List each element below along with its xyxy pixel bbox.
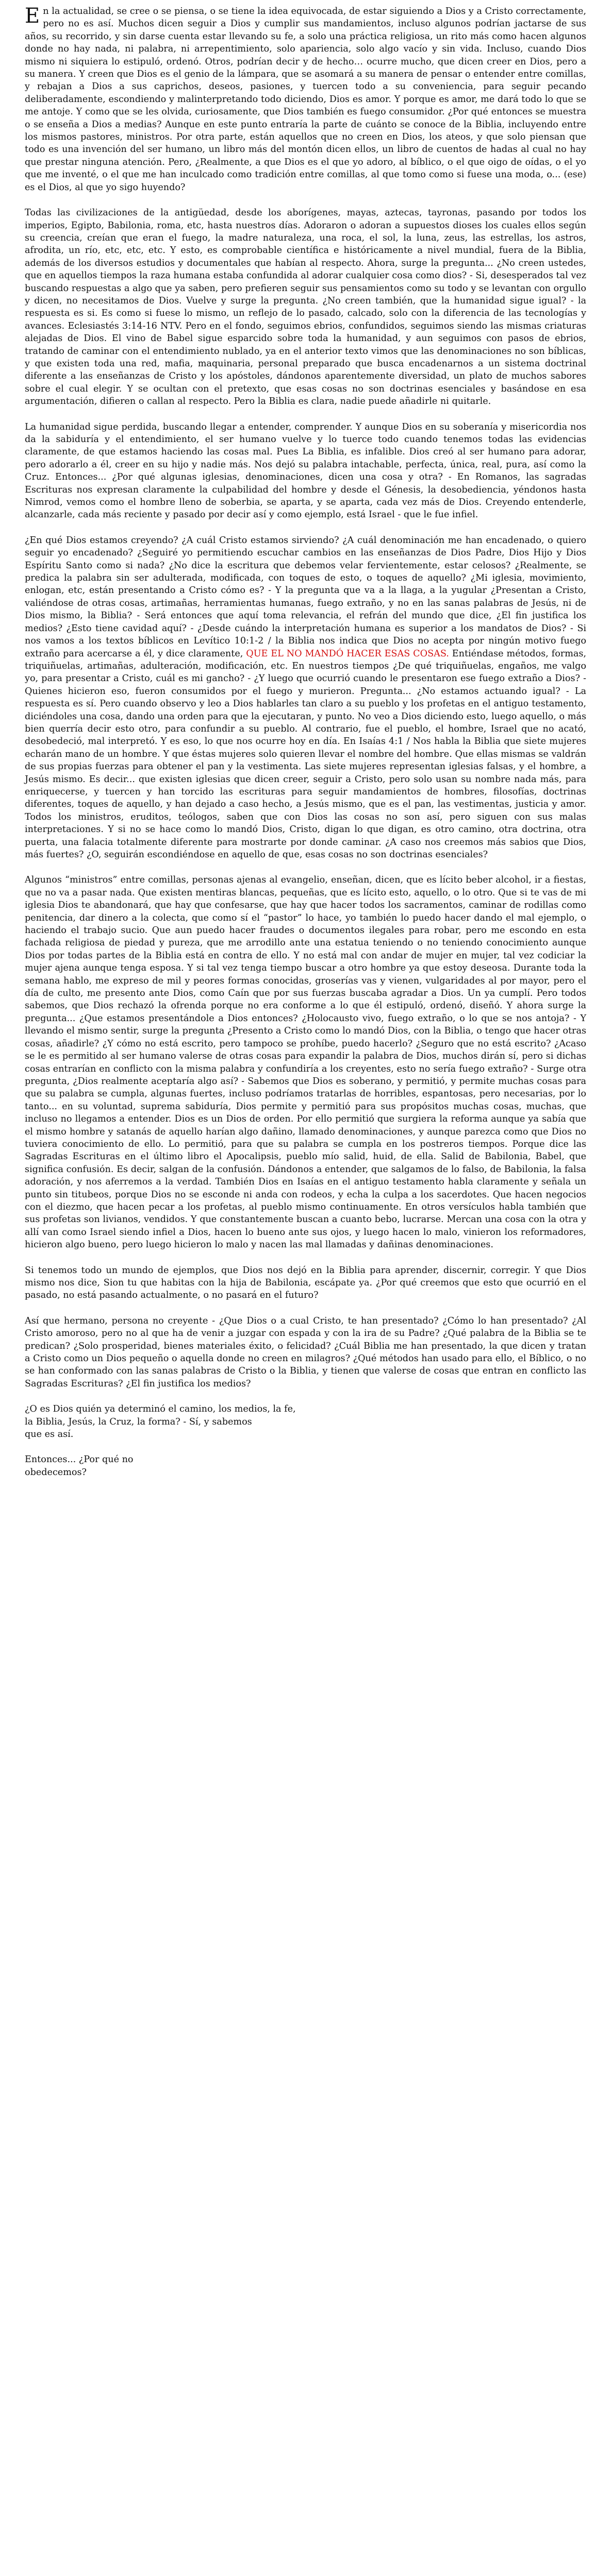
paragraph-ministers [25, 874, 586, 1251]
paragraph-text: Si tenemos todo un mundo de ejemplos, que Dios nos dejó en la Biblia para aprender, discernir, corregir. Y que Dios mismo nos dice, Sion tu que habitas con la hija de Babilonia, escápate ya. ¿Por qué creemos que esto que ocurrió en el pasado, no está pasando actualmente, o no pasará en el futuro? [25, 1265, 586, 1301]
paragraph-which-god [25, 534, 586, 861]
article-body [25, 5, 586, 1492]
paragraph-intro [25, 5, 586, 194]
paragraph-text: Entiéndase métodos, formas, triquiñuelas, artimañas, adulteración, modificación, etc. En nuestros tiempos ¿De qué triquiñuelas, engaños, me valgo yo, para presentar a Cristo, cuál es mi gancho? - ¿Y luego que ocurrió cuando le presentaron ese fuego extraño a Dios? - Quienes hicieron eso, fueron consumidos por el fuego y murieron. Pregunta... ¿No estamos actuando igual? - La respuesta es sí. Pero cuando observo y leo a Dios hablarles tan claro a su pueblo y los profetas en el antiguo testamento, diciéndoles una cosa, dando una orden para que la ejecutaran, y punto. No veo a Dios diciendo esto, luego aquello, o más bien querría decir esto otro, para confundir a su pueblo. Al contrario, fue el pueblo, el hombre, Israel que no acató, desobedeció, mal interpretó. Y es eso, lo que nos ocurre hoy en día. En Isaías 4:1 / Nos habla la Biblia que siete mujeres echarán mano de un hombre. Y que éstas mujeres solo quieren llevar el nombre del hombre. Que ellas mismas se valdrán de sus propias fuerzas para obtener el pan y la vestimenta. Las siete mujeres representan iglesias falsas, y el hombre, a Jesús mismo. Es decir... que existen iglesias que dicen creer, seguir a Cristo, pero solo usan su nombre nada más, para enriquecerse, y tuercen y han torcido las escrituras para seguir mandamientos de hombres, filosofías, doctrinas diferentes, toques de aquello, y han dejado a caso hecho, a Jesús mismo, que es el pan, las vestimentas, justicia y amor. Todos los ministros, eruditos, teólogos, saben que con Dios las cosas no son así, pero siguen con sus malas interpretaciones. Y si no se hace como lo mandó Dios, Cristo, digan lo que digan, es otro camino, otra doctrina, otra puerta, una falacia totalmente diferente para mostrarte por donde caminar. ¿A caso nos creemos más sabios que Dios, más fuertes? ¿O, seguirán escondiéndose en aquello de que, esas cosas no son doctrinas esenciales? [25, 648, 586, 860]
final-line: Entonces... ¿Por qué no [25, 1454, 134, 1465]
closing-question [25, 1403, 586, 1440]
paragraph-text: n la actualidad, se cree o se piensa, o se tiene la idea equivocada, de estar siguiendo a Dios y a Cristo correctamente, pero no es así. Muchos dicen seguir a Dios y cumplir sus mandamientos, incluso algunos podrían jactarse de sus años, su recorrido, y sin darse cuenta estar llevando su fe, a solo una práctica religiosa, un rito más como hacen algunos donde no hay nada, ni palabra, ni arrepentimiento, solo apariencia, solo algo vacío y sin vida. Incluso, cuando Dios mismo ni siquiera lo estipuló, ordenó. Otros, podrían decir y de hecho… ocurre mucho, que dicen creer en Dios, pero a su manera. Y creen que Dios es el genio de la lámpara, que se asomará a su manera de pensar o entender entre comillas, y rebajan a Dios a sus caprichos, deseos, pasiones, y tuercen todo a su conveniencia, para seguir pecando deliberadamente, escondiendo y malinterpretando todo diciendo, Dios es amor. Y porque es amor, me dará todo lo que se me antoje. Y como que se les olvida, curiosamente, que Dios también es fuego consumidor. ¿Por qué entonces se muestra o se enseña a Dios a medias? Aunque en este punto entraría la parte de cuánto se conoce de la Biblia, incluyendo entre los mismos pastores, ministros. Por otra parte, están aquellos que no creen en Dios, los ateos, y que solo piensan que todo es una invención del ser humano, un libro más del montón dicen ellos, un libro de cuentos de hadas al cual no hay que prestar ninguna atención. Pero, ¿Realmente, a que Dios es el que yo adoro, al bíblico, o el que oigo de oídas, o el yo que me inventé, o el que me han inculcado como tradición entre comillas, al que tomo como si fuese una moda, o... (ese) es el Dios, al que yo sigo huyendo? [25, 6, 586, 193]
paragraph-text: Algunos “ministros” entre comillas, personas ajenas al evangelio, enseñan, dicen, que es lícito beber alcohol, ir a fiestas, que no va a pasar nada. Que existen mentiras blancas, pequeñas, que es lícito esto, aquello, o lo otro. Que si te vas de mi iglesia Dios te abandonará, que hay que confesarse, que hay que hacer todos los sacramentos, caminar de rodillas como penitencia, dar dinero a la colecta, que como sí el “pastor” lo hace, yo también lo puedo hacer dando el mal ejemplo, o haciendo el trabajo sucio. Que aun puedo hacer fraudes o documentos ilegales para robar, pero me escondo en esta fachada religiosa de piedad y pureza, que me arrodillo ante una estatua teniendo o no teniendo conocimiento aunque Dios por todas partes de la Biblia está en contra de ello. Y no está mal con andar de mujer en mujer, tal vez codiciar la mujer ajena aunque tenga esposa. Y si tal vez tenga tiempo buscar a otro hombre ya que estoy deseosa. Durante toda la semana hablo, me expreso de mil y peores formas conocidas, groserías vas y vienen, vulgaridades al por mayor, pero el día de culto, me presento ante Dios, como Caín que por sus fuerzas buscaba agradar a Dios. Un ya cumplí. Pero todos sabemos, que Dios rechazó la ofrenda porque no era conforme a lo que él estipuló, ordenó, diseñó. Y ahora surge la pregunta... ¿Que estamos presentándole a Dios entonces? ¿Holocausto vivo, fuego extraño, o lo que se nos antoja? - Y llevando el mismo sentir, surge la pregunta ¿Presento a Cristo como lo mandó Dios, con la Biblia, o tengo que hacer otras cosas, añadirle? ¿Y cómo no está escrito, pero tampoco se prohíbe, puedo hacerlo? ¿Seguro que no está escrito? ¿Acaso se le es permitido al ser humano valerse de otras cosas para expandir la palabra de Dios, muchos dirán sí, pero si dichas cosas entrarían en conflicto con la misma palabra y confundiría a los creyentes, esto no sería fuego extraño? - Surge otra pregunta, ¿Dios realmente aceptaría algo así? - Sabemos que Dios es soberano, y permitió, y permite muchas cosas para que su palabra se cumpla, algunas fuertes, incluso podríamos tratarlas de horribles, espantosas, pero necesarias, por lo tanto... en su voluntad, suprema sabiduría, Dios permite y permitió para sus propósitos muchas cosas, muchas, que incluso no llegamos a entender. Dios es un Dios de orden. Por ello permitió que surgiera la reforma aunque ya sabía que el mismo hombre y satanás de aquello harían algo dañino, llamado denominaciones, y aunque parezca como que Dios no tuviera conocimiento de ello. Lo permitió, para que su palabra se cumpla en los postreros tiempos. Porque dice las Sagradas Escrituras en el último libro el Apocalipsis, pueblo mío salid, huid, de ella. Salid de Babilonia, Babel, que significa confusión. Es decir, salgan de la confusión. Dándonos a entender, que salgamos de lo falso, de Babilonia, la falsa adoración, y nos aferremos a la verdad. También Dios en Isaías en el antiguo testamento habla claramente y señala un punto sin titubeos, porque Dios no se esconde ni anda con rodeos, y echa la culpa a los sacerdotes. Que hacen negocios con el diezmo, que hacen pecar a los profetas, al pueblo mismo continuamente. En otros versículos habla también que sus profetas son livianos, vendidos. Y que constantemente buscan a cuanto bebo, lucrarse. Mercan una cosa con la otra y allí van como Israel siendo infiel a Dios, hacen lo bueno ante sus ojos, y luego hacen lo malo, vinieron los reformadores, hicieron algo bueno, pero luego hicieron lo malo y nacen las mal llamadas y dañinas denominaciones. [25, 875, 586, 1250]
highlighted-warning: QUE EL NO MANDÓ HACER ESAS COSAS. [246, 648, 449, 659]
paragraph-examples [25, 1264, 586, 1302]
final-line: obedecemos? [25, 1467, 87, 1478]
closing-line: que es así. [25, 1429, 74, 1440]
paragraph-text: ¿En qué Dios estamos creyendo? ¿A cuál Cristo estamos sirviendo? ¿A cuál denominación me han encadenado, o quiero seguir yo encadenado? ¿Seguiré yo permitiendo escuchar cambios en las enseñanzas de Dios Padre, Dios Hijo y Dios Espíritu Santo como si nada? ¿No dice la escritura que debemos velar fervientemente, estar celosos? ¿Realmente, se predica la palabra sin ser adulterada, modificada, con toques de esto, o toques de aquello? ¿Mi iglesia, movimiento, enlogan, etc, están presentando a Cristo cómo es? - Y la pregunta que va a la llaga, a la yugular ¿Presentan a Cristo, valiéndose de otras cosas, artimañas, herramientas humanas, fuego extraño, y no en las sanas palabras de Jesús, ni de Dios mismo, la Biblia? - Será entonces que aquí toma relevancia, el refrán del mundo que dice, ¿El fin justifica los medios? ¿Esto tiene cavidad aquí? - ¿Desde cuándo la interpretación humana es superior a los mandatos de Dios? - Si nos vamos a los textos bíblicos en Levítico 10:1-2 / la Biblia nos indica que Dios no acepta por ningún motivo fuego extraño para acercarse a él, y dice claramente, [25, 535, 586, 659]
paragraph-text: La humanidad sigue perdida, buscando llegar a entender, comprender. Y aunque Dios en su soberanía y misericordia nos da la sabiduría y el entendimiento, el ser humano vuelve y lo tuerce todo cuando tenemos todas las evidencias claramente, de que estamos haciendo las cosas mal. Pues La Biblia, es infalible. Dios creó al ser humano para adorar, pero adorarlo a él, creer en su hijo y nadie más. Nos dejó su palabra intachable, perfecta, única, real, pura, así como la Cruz. Entonces... ¿Por qué algunas iglesias, denominaciones, dicen una cosa y otra? - En Romanos, las sagradas Escrituras nos expresan claramente la culpabilidad del hombre y desde el Génesis, la desobediencia, yéndonos hasta Nimrod, vemos como el hombre lleno de soberbia, se aparta, y se aparta, cada vez más de Dios. Creyendo entenderle, alcanzarle, cada más reciente y pasado por decir así y como ejemplo, está Israel - que le fue infiel. [25, 421, 586, 520]
paragraph-humanity-lost [25, 421, 586, 521]
final-question [25, 1453, 586, 1479]
paragraph-text: Todas las civilizaciones de la antigüedad, desde los aborígenes, mayas, aztecas, tayronas, pasando por todos los imperios, Egipto, Babilonia, roma, etc, hasta nuestros días. Adoraron o adoran a supuestos dioses los cuales ellos según su creencia, creían que eran el fuego, la madre naturaleza, una roca, el sol, la luna, zeus, las estrellas, los astros, afrodita, un río, etc, etc, etc. Y esto, es comprobable científica e históricamente a nivel mundial, fuera de la Biblia, además de los diversos estudios y documentales que habían al respecto. Ahora, surge la pregunta... ¿No creen ustedes, que en aquellos tiempos la raza humana estaba confundida al adorar cualquier cosa como dios? - Si, desesperados tal vez buscando respuestas a algo que ya saben, pero prefieren seguir sus pensamientos como su todo y se levantan con orgullo y dicen, no necesitamos de Dios. Vuelve y surge la pregunta. ¿No creen también, que la humanidad sigue igual? - la respuesta es si. Es como si fuese lo mismo, un reflejo de lo pasado, calcado, solo con la diferencia de las tecnologías y avances. Eclesiastés 3:14-16 NTV. Pero en el fondo, seguimos ebrios, confundidos, seguimos siendo las mismas criaturas alejadas de Dios. El vino de Babel sigue esparcido sobre toda la humanidad, y aun seguimos con pasos de ebrios, tratando de caminar con el entendimiento nublado, ya en el anterior texto vimos que las denominaciones no son bíblicas, y que existen toda una red, mafia, maquinaria, personal preparado que busca encadenarnos a un sistema doctrinal diferente a las enseñanzas de Cristo y los apóstoles, dándonos aparentemente diversidad, un plato de muchos sabores sobre el cual elegir. Y se ocultan con el pretexto, que esas cosas no son doctrinas esenciales y basándose en esa argumentación, difieren o callan al respecto. Pero la Biblia es clara, nadie puede añadirle ni quitarle. [25, 208, 586, 407]
paragraph-civilizations [25, 207, 586, 408]
closing-line: la Biblia, Jesús, la Cruz, la forma? - Sí, y sabemos [25, 1416, 252, 1427]
closing-line: ¿O es Dios quién ya determinó el camino, los medios, la fe, [25, 1404, 296, 1415]
paragraph-questions [25, 1315, 586, 1390]
drop-cap: E [25, 4, 40, 28]
paragraph-text: Así que hermano, persona no creyente - ¿Que Dios o a cual Cristo, te han presentado? ¿Cómo lo han presentado? ¿Al Cristo amoroso, pero no al que ha de venir a juzgar con espada y con la ira de su Padre? ¿Qué palabra de la Biblia se te predican? ¿Solo prosperidad, bienes materiales éxito, o felicidad? ¿Cuál Biblia me han presentado, la que dicen y tratan a Cristo como un Dios pequeño o aquella donde no creen en milagros? ¿Qué métodos han usado para ello, el Bíblico, o no se han conformado con las sanas palabras de Cristo o la Biblia, y tienen que valerse de cosas que entran en conflicto las Sagradas Escrituras? ¿El fin justifica los medios? [25, 1315, 586, 1389]
